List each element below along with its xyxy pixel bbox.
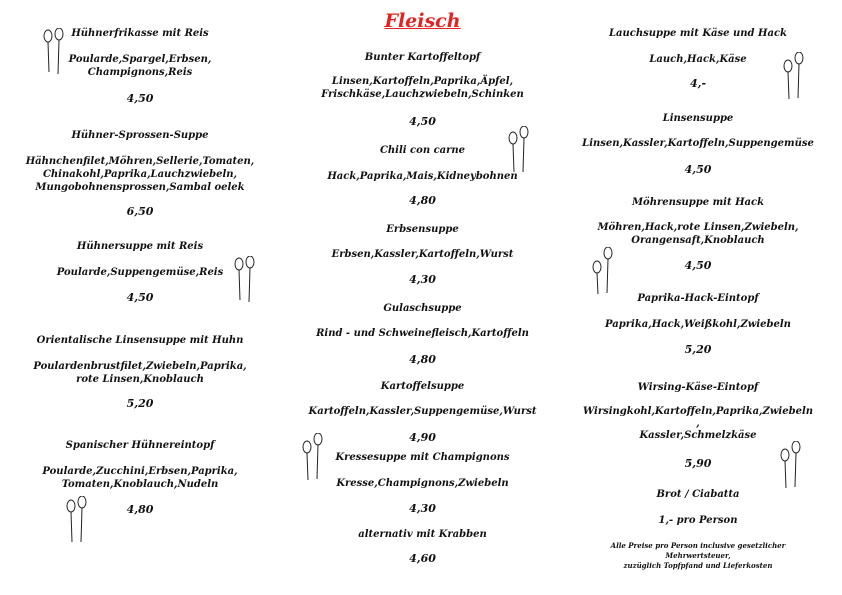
menu-item-desc: Möhren,Hack,rote Linsen,Zwiebeln, Orangensaft,Knoblauch [597,222,799,246]
menu-item-desc: Linsen,Kassler,Kartoffeln,Suppengemüse [582,138,814,149]
menu-item-desc: Paprika,Hack,Weißkohl,Zwiebeln [605,319,791,330]
menu-item-price: 4,50 [409,115,436,128]
menu-item-price: 5,20 [126,397,154,410]
menu-item-name: Gulaschsuppe [383,303,462,314]
menu-item-price: 4,- [689,77,707,90]
menu-item-name: Orientalische Linsensuppe mit Huhn [36,335,244,346]
menu-item-price: 6,50 [126,205,154,218]
page-title: Fleisch [384,10,461,32]
menu-item-desc: Linsen,Kartoffeln,Paprika,Äpfel, Frischkäse,Lauchzwiebeln,Schinken [321,76,524,100]
menu-item-price: 4,90 [409,431,436,444]
spoons-icon [781,52,807,100]
spoons-icon [300,433,326,481]
menu-item-name: Hühnersuppe mit Reis [76,241,204,252]
menu-item-price: 4,30 [409,502,436,515]
menu-item-name: Möhrensuppe mit Hack [631,197,765,208]
menu-item-name: Bunter Kartoffeltopf [364,52,481,63]
menu-item-desc: Hähnchenfilet,Möhren,Sellerie,Tomaten, Chinakohl,Paprika,Lauchzwiebeln, Mungobohnensprossen,Sambal oelek [25,156,255,193]
spoons-icon [778,441,804,489]
menu-item-desc: Kresse,Champignons,Zwiebeln [336,478,509,489]
menu-item-price: 4,50 [684,163,712,176]
menu-item-name: Paprika-Hack-Eintopf [637,293,759,304]
menu-item-name: Wirsing-Käse-Eintopf [637,382,759,393]
menu-item-price: 4,60 [409,552,436,565]
menu-item-price: 4,50 [126,291,154,304]
menu-item-desc: Erbsen,Kassler,Kartoffeln,Wurst [331,249,514,260]
menu-item-name: Kressesuppe mit Champignons [335,452,510,463]
menu-item-price: 4,80 [409,353,436,366]
price-footnote: Alle Preise pro Person inclusive gesetzlicher Mehrwertsteuer, zuzüglich Topfpfand und Lieferkosten [610,541,786,570]
menu-item-name: Hühnerfrikasse mit Reis [71,28,209,39]
spoons-icon [64,496,90,544]
menu-item-name: Lauchsuppe mit Käse und Hack [609,28,787,39]
menu-item-price: 4,50 [684,259,712,272]
menu-item-name: Brot / Ciabatta [656,489,740,500]
menu-item-name: Hühner-Sprossen-Suppe [71,130,209,141]
menu-item-name: Linsensuppe [662,113,734,124]
menu-item-name: Kartoffelsuppe [380,381,465,392]
spoons-icon [506,126,532,174]
menu-item-name: Erbsensuppe [386,224,459,235]
menu-item-price: 4,50 [126,92,154,105]
menu-item-desc: Poulardenbrustfilet,Zwiebeln,Paprika, rote Linsen,Knoblauch [33,361,247,385]
spoons-icon [41,28,67,76]
menu-item-desc: 1,- pro Person [658,515,738,526]
menu-item-desc: Poularde,Spargel,Erbsen, Champignons,Reis [68,54,212,78]
menu-item-desc: Rind - und Schweinefleisch,Kartoffeln [316,328,529,339]
menu-item-price: 4,80 [409,194,436,207]
menu-item-desc: Hack,Paprika,Mais,Kidneybohnen [327,171,518,182]
menu-item-desc: Lauch,Hack,Käse [649,54,747,65]
spoons-icon [590,247,616,295]
menu-item-desc: Wirsingkohl,Kartoffeln,Paprika,Zwiebeln , Kassler,Schmelzkäse [582,406,814,441]
menu-item-desc: Poularde,Zucchini,Erbsen,Paprika, Tomaten,Knoblauch,Nudeln [42,466,238,490]
menu-item-price: 4,30 [409,273,436,286]
menu-item-name: Spanischer Hühnereintopf [65,440,215,451]
menu-item-desc: Kartoffeln,Kassler,Suppengemüse,Wurst [308,406,537,417]
menu-item-price: 5,90 [684,457,712,470]
spoons-icon [232,256,258,304]
menu-item-price: 4,80 [126,503,154,516]
menu-item-name: alternativ mit Krabben [358,529,487,540]
menu-item-desc: Poularde,Suppengemüse,Reis [56,267,224,278]
menu-item-price: 5,20 [684,343,712,356]
menu-item-name: Chili con carne [379,145,466,156]
